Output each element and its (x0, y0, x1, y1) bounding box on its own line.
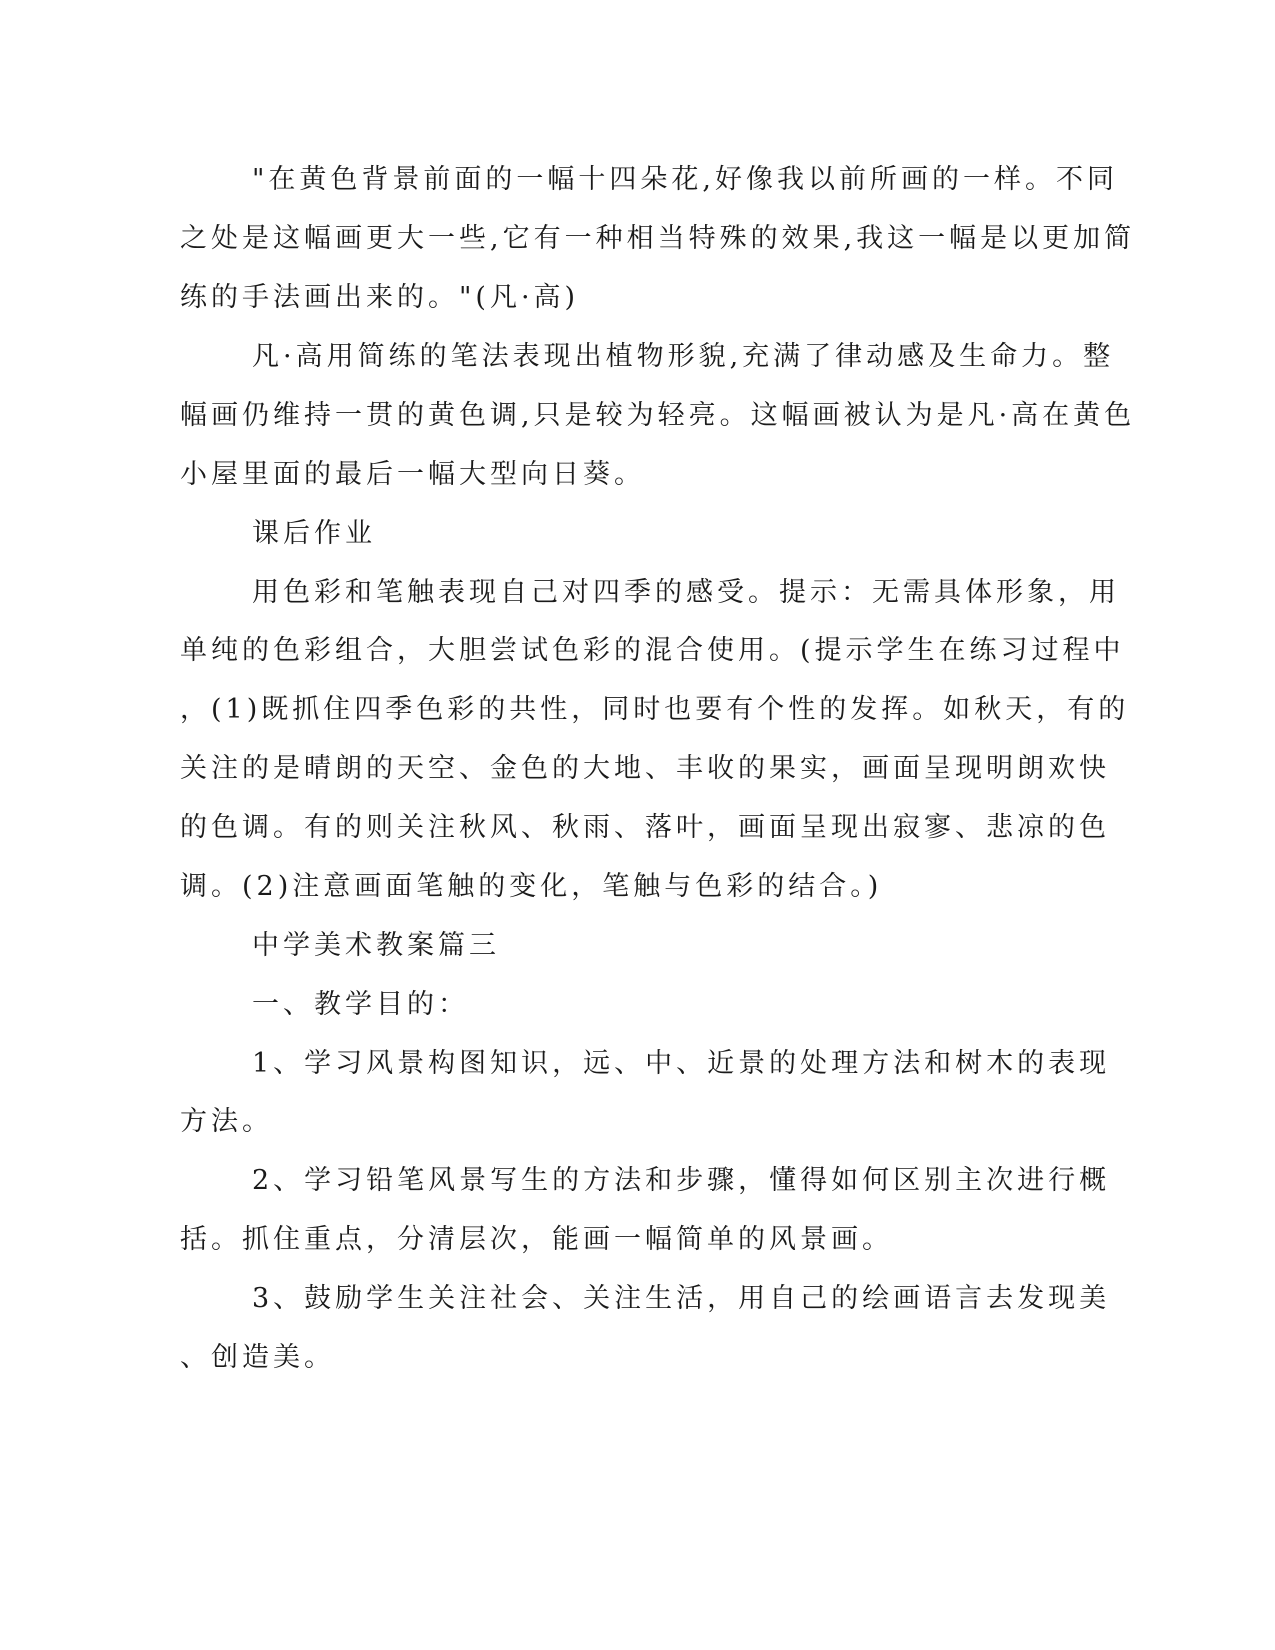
text-line: 的色调。有的则关注秋风、秋雨、落叶，画面呈现出寂寥、悲凉的色 (180, 812, 1110, 843)
section-heading: 中学美术教案篇三 (252, 930, 500, 961)
list-item-text: 2、学习铅笔风景写生的方法和步骤，懂得如何区别主次进行概 (252, 1165, 1111, 1196)
text-line: 用色彩和笔触表现自己对四季的感受。提示：无需具体形象，用 (252, 577, 1120, 608)
text-line: ，(1)既抓住四季色彩的共性，同时也要有个性的发挥。如秋天，有的 (180, 694, 1130, 725)
text-line: 关注的是晴朗的天空、金色的大地、丰收的果实，画面呈现明朗欢快 (180, 753, 1110, 784)
text-line: 单纯的色彩组合，大胆尝试色彩的混合使用。(提示学生在练习过程中 (180, 635, 1125, 666)
text-line: 练的手法画出来的。"(凡·高) (180, 282, 580, 313)
section-heading: 课后作业 (252, 518, 376, 549)
list-item-text: 括。抓住重点，分清层次，能画一幅简单的风景画。 (180, 1224, 893, 1255)
text-line: 幅画仍维持一贯的黄色调,只是较为轻亮。这幅画被认为是凡·高在黄色 (180, 400, 1136, 431)
list-item-text: 方法。 (180, 1106, 273, 1137)
list-item-text: 1、学习风景构图知识，远、中、近景的处理方法和树木的表现 (252, 1048, 1111, 1079)
subsection-heading: 一、教学目的： (252, 989, 469, 1020)
text-line: "在黄色背景前面的一幅十四朵花,好像我以前所画的一样。不同 (252, 164, 1119, 195)
text-line: 小屋里面的最后一幅大型向日葵。 (180, 459, 645, 490)
list-item-text: 、创造美。 (180, 1342, 335, 1373)
text-line: 之处是这幅画更大一些,它有一种相当特殊的效果,我这一幅是以更加简 (180, 223, 1136, 254)
list-item-text: 3、鼓励学生关注社会、关注生活，用自己的绘画语言去发现美 (252, 1283, 1111, 1314)
text-line: 调。(2)注意画面笔触的变化，笔触与色彩的结合。) (180, 871, 883, 902)
text-line: 凡·高用简练的笔法表现出植物形貌,充满了律动感及生命力。整 (252, 341, 1115, 372)
